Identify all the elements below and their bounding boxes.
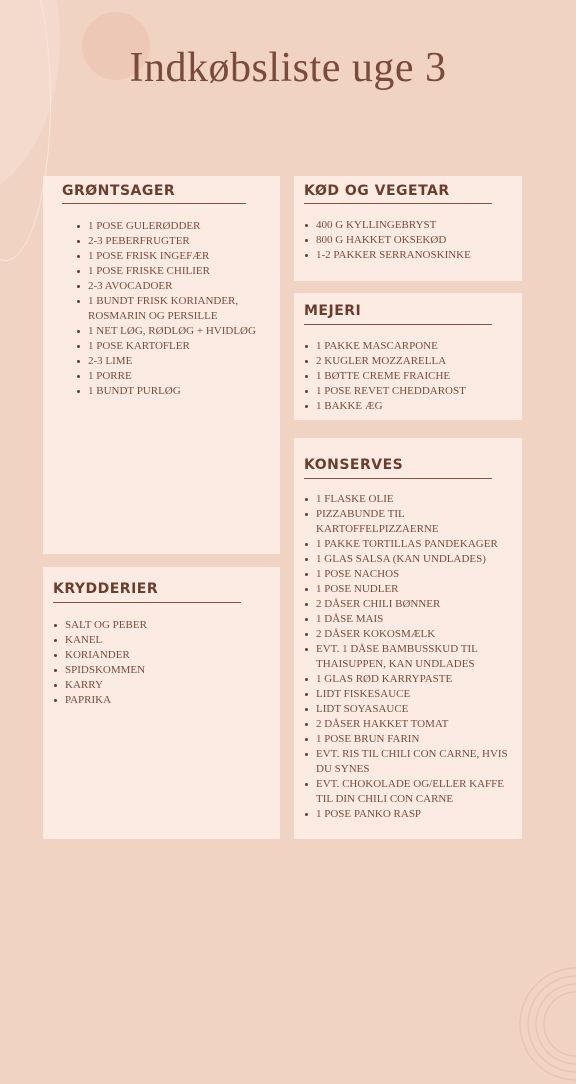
card-mejeri: [294, 293, 522, 420]
list-item: 2 KUGLER MOZZARELLA: [304, 354, 509, 369]
list-item: 1 DÅSE MAIS: [304, 612, 509, 627]
list-item: 1 PAKKE TORTILLAS PANDEKAGER: [304, 537, 509, 552]
list-item: KARRY: [53, 678, 263, 693]
list-item: 1 GLAS SALSA (KAN UNDLADES): [304, 552, 509, 567]
list-item: 1 POSE KARTOFLER: [76, 339, 266, 354]
list-item: 1 BUNDT FRISK KORIANDER, ROSMARIN OG PERSILLE: [76, 294, 266, 324]
card-groentsager: [43, 176, 280, 554]
heading-rule: [304, 324, 492, 325]
section-heading-konserves: KONSERVES: [304, 457, 404, 473]
section-heading-krydderier: KRYDDERIER: [53, 581, 159, 597]
list-item: EVT. RIS TIL CHILI CON CARNE, HVIS DU SYNES: [304, 747, 509, 777]
list-item: EVT. 1 DÅSE BAMBUSSKUD TIL THAISUPPEN, KAN UNDLADES: [304, 642, 509, 672]
page-title: Indkøbsliste uge 3: [129, 45, 447, 91]
list-item: 1 POSE BRUN FARIN: [304, 732, 509, 747]
list-item: 1 POSE PANKO RASP: [304, 807, 509, 822]
list-item: 1-2 PAKKER SERRANOSKINKE: [304, 248, 509, 263]
list-item: KORIANDER: [53, 648, 263, 663]
list-item: 1 POSE FRISKE CHILIER: [76, 264, 266, 279]
list-item: LIDT SOYASAUCE: [304, 702, 509, 717]
list-item: 2 DÅSER CHILI BØNNER: [304, 597, 509, 612]
list-mejeri: [304, 339, 509, 414]
card-krydderier: [43, 567, 280, 839]
list-item: KANEL: [53, 633, 263, 648]
list-krydderier: [53, 618, 263, 708]
list-item: 1 PORRE: [76, 369, 266, 384]
list-item: 400 G KYLLINGEBRYST: [304, 218, 509, 233]
list-item: 800 G HAKKET OKSEKØD: [304, 233, 509, 248]
section-heading-groentsager: GRØNTSAGER: [62, 183, 176, 199]
list-item: PIZZABUNDE TIL KARTOFFELPIZZAERNE: [304, 507, 509, 537]
list-item: 1 BØTTE CREME FRAICHE: [304, 369, 509, 384]
list-item: 1 POSE NUDLER: [304, 582, 509, 597]
list-item: 2 DÅSER KOKOSMÆLK: [304, 627, 509, 642]
list-konserves: [304, 492, 509, 822]
heading-rule: [304, 478, 492, 479]
list-item: 1 BUNDT PURLØG: [76, 384, 266, 399]
list-item: 2-3 PEBERFRUGTER: [76, 234, 266, 249]
list-item: 2-3 AVOCADOER: [76, 279, 266, 294]
heading-rule: [62, 203, 246, 204]
list-item: 1 FLASKE OLIE: [304, 492, 509, 507]
list-item: 1 POSE NACHOS: [304, 567, 509, 582]
heading-rule: [53, 602, 241, 603]
list-item: 2-3 LIME: [76, 354, 266, 369]
list-groentsager: [62, 219, 266, 399]
list-item: 1 POSE REVET CHEDDAROST: [304, 384, 509, 399]
list-item: 1 POSE FRISK INGEFÆR: [76, 249, 266, 264]
list-item: SALT OG PEBER: [53, 618, 263, 633]
list-item: PAPRIKA: [53, 693, 263, 708]
heading-rule: [304, 203, 492, 204]
card-konserves: [294, 438, 522, 839]
list-item: 1 BAKKE ÆG: [304, 399, 509, 414]
list-item: LIDT FISKESAUCE: [304, 687, 509, 702]
list-koed: [304, 218, 509, 263]
list-item: 1 POSE GULERØDDER: [76, 219, 266, 234]
list-item: SPIDSKOMMEN: [53, 663, 263, 678]
card-koed-og-vegetar: [294, 176, 522, 281]
section-heading-mejeri: MEJERI: [304, 303, 362, 319]
list-item: 1 PAKKE MASCARPONE: [304, 339, 509, 354]
list-item: 1 NET LØG, RØDLØG + HVIDLØG: [76, 324, 266, 339]
list-item: EVT. CHOKOLADE OG/ELLER KAFFE TIL DIN CHILI CON CARNE: [304, 777, 509, 807]
section-heading-koed: KØD OG VEGETAR: [304, 183, 450, 199]
list-item: 1 GLAS RØD KARRYPASTE: [304, 672, 509, 687]
decorative-rainbow-icon: [516, 964, 576, 1084]
list-item: 2 DÅSER HAKKET TOMAT: [304, 717, 509, 732]
